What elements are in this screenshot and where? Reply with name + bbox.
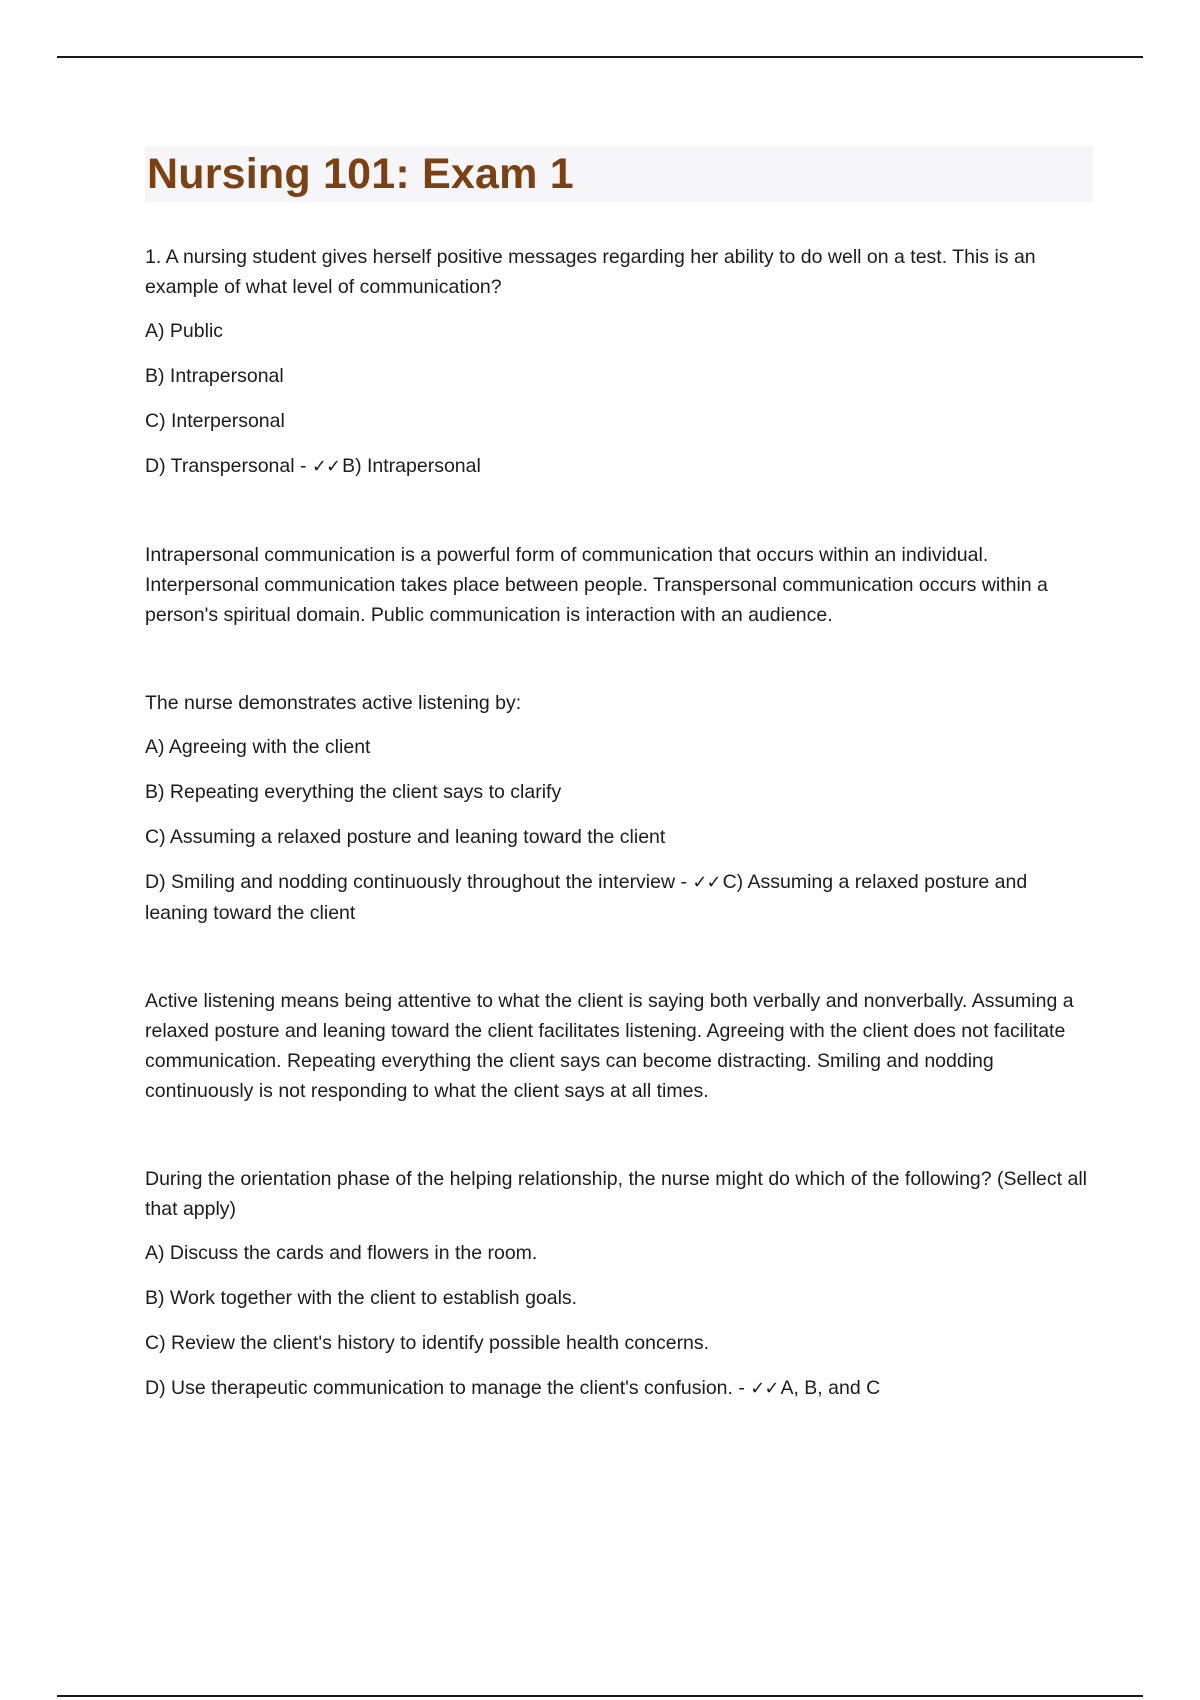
explanation-text: Intrapersonal communication is a powerful form of communication that occurs within an individual. Interpersonal communication takes place between people. Transpersonal communication occurs within a person's spiritual domain. Public communication is interaction with an audience. <box>145 544 1048 626</box>
option-d-with-answer <box>145 451 1093 482</box>
question-block-2 <box>145 688 1093 1106</box>
option-b: B) Intrapersonal <box>145 365 284 387</box>
option-d: D) Smiling and nodding continuously throughout the interview - <box>145 871 687 893</box>
option-a: A) Discuss the cards and flowers in the room. <box>145 1242 538 1264</box>
option-d: D) Use therapeutic communication to manage the client's confusion. - <box>145 1377 745 1399</box>
top-rule <box>57 56 1143 58</box>
option-c: C) Assuming a relaxed posture and leaning toward the client <box>145 826 666 848</box>
option-a: A) Agreeing with the client <box>145 736 371 758</box>
double-check-icon: ✓✓ <box>311 456 341 477</box>
answer-text: A, B, and C <box>780 1377 881 1399</box>
document-page <box>145 146 1093 1404</box>
answer-text: B) Intrapersonal <box>342 455 481 477</box>
option-d-with-answer <box>145 867 1093 928</box>
question-block-1 <box>145 242 1093 630</box>
double-check-icon: ✓✓ <box>692 872 721 893</box>
option-a: A) Public <box>145 320 224 342</box>
double-check-icon: ✓✓ <box>750 1378 779 1399</box>
title-band <box>145 146 1093 202</box>
option-c: C) Review the client's history to identify possible health concerns. <box>145 1332 710 1354</box>
option-d-with-answer <box>145 1373 1093 1404</box>
question-text: The nurse demonstrates active listening by: <box>145 692 522 714</box>
bottom-rule <box>57 1695 1143 1697</box>
explanation-text: Active listening means being attentive to what the client is saying both verbally and nonverbally. Assuming a relaxed posture and leaning toward the client facilitates listening. Agreeing with the client does not facilitate communication. Repeating everything the client says can become distracting. Smiling and nodding continuously is not responding to what the client says at all times. <box>145 990 1074 1102</box>
answer-text: C) Assuming a relaxed posture and leaning toward the client <box>145 871 1028 924</box>
question-text: During the orientation phase of the helping relationship, the nurse might do which of the following? (Sellect all that apply) <box>145 1168 1087 1220</box>
page-title: Nursing 101: Exam 1 <box>147 149 574 198</box>
question-block-3 <box>145 1164 1093 1404</box>
question-text: 1. A nursing student gives herself positive messages regarding her ability to do well on a test. This is an example of what level of communication? <box>145 246 1036 298</box>
option-b: B) Work together with the client to establish goals. <box>145 1287 578 1309</box>
option-b: B) Repeating everything the client says to clarify <box>145 781 562 803</box>
option-d: D) Transpersonal - <box>145 455 307 477</box>
option-c: C) Interpersonal <box>145 410 285 432</box>
